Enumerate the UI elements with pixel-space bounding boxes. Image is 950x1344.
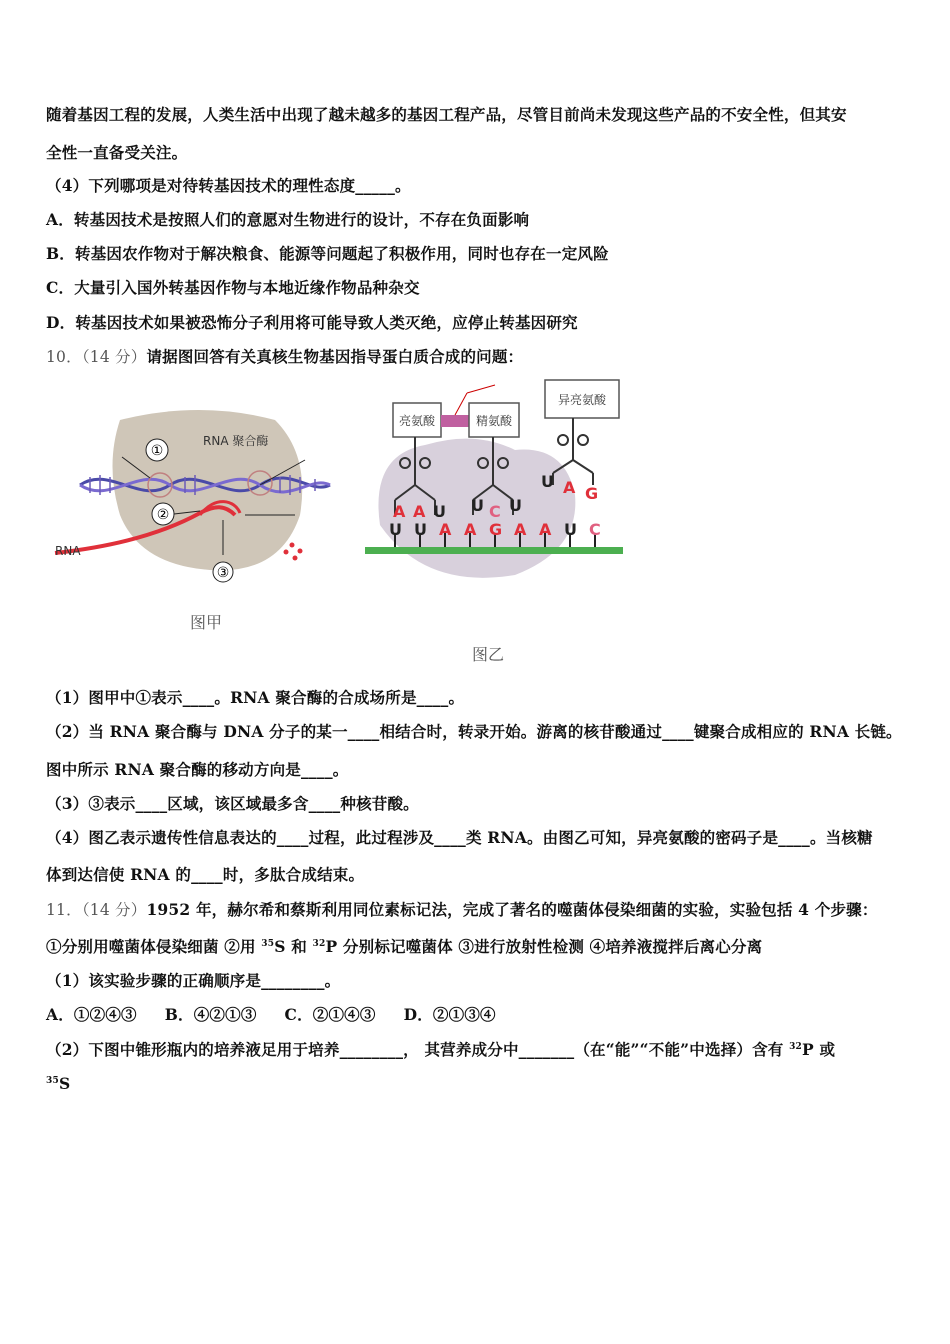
- q11-steps-part-a: ①分别用噬菌体侵染细菌 ②用: [46, 937, 262, 956]
- q11-option-b: B．④②①③: [164, 1005, 257, 1024]
- aa-label-1: 亮氨酸: [398, 414, 436, 428]
- marker-3: ③: [216, 565, 230, 581]
- marker-2: ②: [156, 507, 170, 523]
- q11-option-d: D．②①③④: [403, 1005, 496, 1024]
- figure-yi: [365, 375, 635, 590]
- anticodon-3-a: U: [541, 472, 554, 491]
- q11-sub1: （1）该实验步骤的正确顺序是________。: [46, 971, 341, 990]
- figure-jia: [50, 395, 350, 595]
- figure-jia-caption: 图甲: [190, 613, 223, 632]
- q10-sub1: （1）图甲中①表示____。RNA 聚合酶的合成场所是____。: [46, 688, 465, 707]
- intro-line-2: 全性一直备受关注。: [46, 143, 188, 162]
- q11-sub2-text: （2）下图中锥形瓶内的培养液足用于培养________， 其营养成分中_______（在“能”“不能”中选择）含有: [46, 1040, 790, 1059]
- q11-option-a: A．①②④③: [46, 1005, 137, 1024]
- anticodon-2-a: U: [471, 496, 484, 515]
- label-rna-polymerase: RNA 聚合酶: [203, 434, 269, 448]
- marker-1: ①: [150, 443, 164, 459]
- q10-number: 10．（14 分）: [46, 348, 147, 366]
- anticodon-1-c: U: [433, 502, 446, 521]
- q10-sub2-line2: 图中所示 RNA 聚合酶的移动方向是____。: [46, 760, 349, 779]
- q11-sub2: [46, 1038, 835, 1060]
- anticodon-3-b: A: [563, 478, 576, 497]
- q10-stem: 请据图回答有关真核生物基因指导蛋白质合成的问题：: [146, 347, 524, 366]
- mrna-base-8: U: [564, 520, 577, 539]
- q11-last-iso: 35: [46, 1075, 59, 1086]
- q10-sub4-line2: 体到达信使 RNA 的____时，多肽合成结束。: [46, 865, 365, 884]
- anticodon-1-a: A: [393, 502, 406, 521]
- mrna-base-9: C: [589, 520, 601, 539]
- mrna-base-6: A: [514, 520, 527, 539]
- q11-iso-p32: 32: [312, 938, 326, 949]
- q9-4-option-b: B．转基因农作物对于解决粮食、能源等问题起了积极作用，同时也存在一定风险: [46, 244, 609, 263]
- mrna-base-2: U: [414, 520, 427, 539]
- q11-stem: 1952 年，赫尔希和蔡斯利用同位素标记法，完成了著名的噬菌体侵染细菌的实验，实验包括 4 个步骤：: [146, 900, 878, 919]
- q11-sub2-cont: [46, 1074, 70, 1093]
- q10-stem-line: [46, 345, 523, 367]
- q10-sub4-line1: （4）图乙表示遗传性信息表达的____过程，此过程涉及____类 RNA。由图乙可知，异亮氨酸的密码子是____。当核糖: [46, 828, 873, 847]
- intro-line-1: 随着基因工程的发展，人类生活中出现了越未越多的基因工程产品，尽管目前尚未发现这些产品的不安全性，但其安: [46, 105, 847, 124]
- q9-4-option-c: C．大量引入国外转基因作物与本地近缘作物品种杂交: [46, 278, 420, 297]
- anticodon-1-b: A: [413, 502, 426, 521]
- mrna-base-1: U: [389, 520, 402, 539]
- mrna-base-3: A: [439, 520, 452, 539]
- anticodon-2-b: C: [489, 502, 501, 521]
- peptide-bond: [441, 415, 469, 427]
- label-rna: RNA: [55, 544, 81, 558]
- figure-yi-caption: 图乙: [472, 645, 505, 664]
- q11-stem-line: [46, 898, 878, 920]
- aa-label-2: 精氨酸: [475, 414, 513, 428]
- q11-number: 11．（14 分）: [46, 901, 147, 919]
- q9-4-option-d: D．转基因技术如果被恐怖分子利用将可能导致人类灭绝，应停止转基因研究: [46, 313, 578, 332]
- q10-sub2-line1: （2）当 RNA 聚合酶与 DNA 分子的某一____相结合时，转录开始。游离的核苷酸通过____键聚合成相应的 RNA 长链。: [46, 722, 902, 741]
- anticodon-2-c: U: [509, 496, 522, 515]
- q11-last-end: S: [58, 1074, 71, 1093]
- mrna-strand: [365, 547, 623, 554]
- q11-sub2-end: P 或: [802, 1040, 836, 1059]
- aa-label-3: 异亮氨酸: [557, 393, 607, 407]
- q11-sub2-iso: 32: [789, 1041, 803, 1052]
- q9-4-option-a: A．转基因技术是按照人们的意愿对生物进行的设计，不存在负面影响: [46, 210, 530, 229]
- mrna-base-4: A: [464, 520, 477, 539]
- q11-options: [46, 1003, 496, 1025]
- q11-steps-part-b: S 和: [274, 937, 313, 956]
- q11-option-c: C．②①④③: [284, 1005, 376, 1024]
- q11-steps: [46, 935, 762, 957]
- q11-steps-part-c: P 分别标记噬菌体 ③进行放射性检测 ④培养液搅拌后离心分离: [325, 937, 763, 956]
- mrna-base-7: A: [539, 520, 552, 539]
- mrna-base-5: G: [489, 520, 503, 539]
- q9-4-stem: （4）下列哪项是对待转基因技术的理性态度_____。: [46, 176, 411, 195]
- q10-sub3: （3）③表示____区域，该区域最多含____种核苷酸。: [46, 794, 419, 813]
- q11-iso-s35: 35: [261, 938, 275, 949]
- anticodon-3-c: G: [585, 484, 599, 503]
